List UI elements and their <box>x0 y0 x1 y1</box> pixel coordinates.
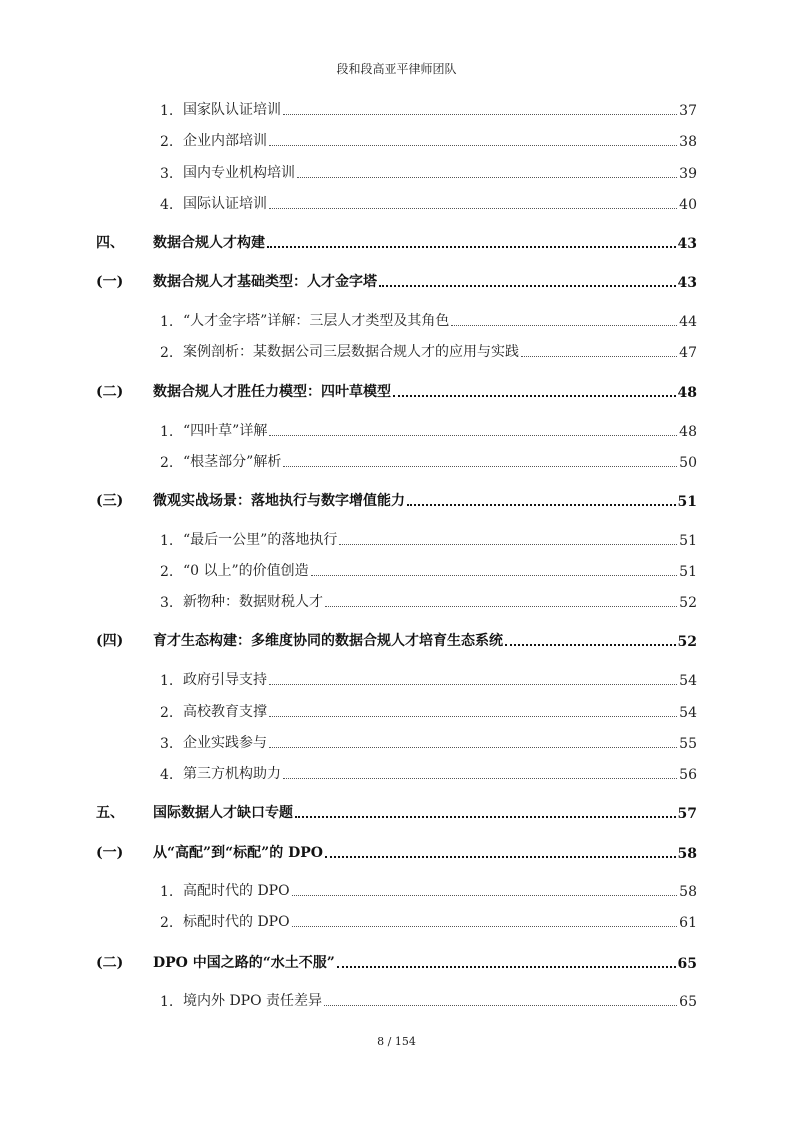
toc-entry-number: 2. <box>160 134 174 150</box>
toc-entry-number: 2. <box>160 705 174 721</box>
dot-leader <box>269 208 677 209</box>
toc-entry-number: (二) <box>96 384 124 400</box>
dot-leader <box>325 606 677 607</box>
toc-entry-title: 数据合规人才胜任力模型：四叶草模型 <box>153 384 391 400</box>
toc-entry-page: 65 <box>679 994 697 1010</box>
toc-entry[interactable] <box>0 339 697 361</box>
toc-entry-page: 48 <box>677 385 697 401</box>
toc-entry-number: 3. <box>160 595 174 611</box>
toc-entry[interactable] <box>0 488 697 510</box>
toc-entry[interactable] <box>0 667 697 689</box>
toc-entry-title: 数据合规人才基础类型：人才金字塔 <box>153 274 377 290</box>
toc-entry-title: 数据合规人才构建 <box>153 235 265 251</box>
toc-entry-title: “0 以上”的价值创造 <box>183 563 309 579</box>
toc-entry-page: 52 <box>679 595 697 611</box>
toc-entry[interactable] <box>0 230 697 252</box>
dot-leader <box>339 544 677 545</box>
toc-entry-number: 2. <box>160 915 174 931</box>
toc-entry-title: 国际认证培训 <box>183 196 267 212</box>
toc-entry-title: “最后一公里”的落地执行 <box>183 532 338 548</box>
toc-entry-page: 38 <box>679 134 697 150</box>
toc-entry-page: 48 <box>679 424 697 440</box>
toc-entry-number: 1. <box>160 533 174 549</box>
toc-entry-title: 新物种：数据财税人才 <box>183 594 323 610</box>
toc-entry-number: 1. <box>160 673 174 689</box>
toc-entry-number: 四、 <box>96 235 124 251</box>
dot-leader <box>267 246 676 248</box>
toc-entry-title: 企业内部培训 <box>183 133 267 149</box>
toc-entry-title: 案例剖析：某数据公司三层数据合规人才的应用与实践 <box>183 344 519 360</box>
dot-leader <box>337 966 676 968</box>
toc-entry[interactable] <box>0 699 697 721</box>
toc-entry-number: (一) <box>96 845 124 861</box>
toc-entry-page: 56 <box>679 767 697 783</box>
toc-entry-title: 从“高配”到“标配”的 DPO <box>153 845 323 861</box>
toc-entry-number: 1. <box>160 994 174 1010</box>
toc-entry[interactable] <box>0 379 697 401</box>
toc-entry[interactable] <box>0 128 697 150</box>
toc-entry-number: 2. <box>160 345 174 361</box>
toc-entry-number: 1. <box>160 103 174 119</box>
toc-entry-title: 企业实践参与 <box>183 735 267 751</box>
toc-entry-title: 第三方机构助力 <box>183 766 281 782</box>
dot-leader <box>521 356 677 357</box>
dot-leader <box>379 285 676 287</box>
toc-entry[interactable] <box>0 628 697 650</box>
toc-entry[interactable] <box>0 840 697 862</box>
toc-entry-page: 37 <box>679 103 697 119</box>
toc-entry-page: 52 <box>677 634 697 650</box>
dot-leader <box>451 325 677 326</box>
dot-leader <box>269 684 677 685</box>
toc-entry[interactable] <box>0 269 697 291</box>
toc-entry-title: 政府引导支持 <box>183 672 267 688</box>
dot-leader <box>297 177 677 178</box>
dot-leader <box>407 504 676 506</box>
toc-entry-page: 47 <box>679 345 697 361</box>
dot-leader <box>324 1005 677 1006</box>
toc-entry-number: 1. <box>160 884 174 900</box>
toc-entry[interactable] <box>0 909 697 931</box>
toc-entry-title: DPO 中国之路的“水土不服” <box>153 955 335 971</box>
toc-entry-number: (一) <box>96 274 124 290</box>
toc-entry-title: “四叶草”详解 <box>183 423 268 439</box>
page-header: 段和段高亚平律师团队 <box>336 62 457 76</box>
toc-entry[interactable] <box>0 950 697 972</box>
toc-entry-number: 五、 <box>96 805 124 821</box>
toc-entry-page: 44 <box>679 314 697 330</box>
toc-entry-page: 57 <box>677 806 697 822</box>
dot-leader <box>283 778 677 779</box>
page-number: 8 / 154 <box>377 1035 416 1048</box>
toc-entry-page: 51 <box>679 533 697 549</box>
toc-entry-number: 2. <box>160 564 174 580</box>
dot-leader <box>393 395 676 397</box>
toc-entry[interactable] <box>0 308 697 330</box>
toc-entry-page: 50 <box>679 455 697 471</box>
toc-entry-page: 65 <box>677 956 697 972</box>
toc-entry[interactable] <box>0 761 697 783</box>
toc-entry-page: 54 <box>679 705 697 721</box>
toc-entry-number: 4. <box>160 197 174 213</box>
toc-entry-title: 国内专业机构培训 <box>183 165 295 181</box>
toc-entry-title: “人才金字塔”详解：三层人才类型及其角色 <box>183 313 450 329</box>
toc-entry-number: 1. <box>160 424 174 440</box>
toc-entry-title: 国际数据人才缺口专题 <box>153 805 293 821</box>
toc-entry[interactable] <box>0 97 697 119</box>
toc-entry-number: (二) <box>96 955 124 971</box>
toc-entry-page: 40 <box>679 197 697 213</box>
dot-leader <box>325 856 676 858</box>
toc-entry-title: 育才生态构建：多维度协同的数据合规人才培育生态系统 <box>153 633 503 649</box>
toc-entry-page: 43 <box>677 236 697 252</box>
dot-leader <box>269 435 677 436</box>
dot-leader <box>292 895 678 896</box>
toc-entry-title: 国家队认证培训 <box>183 102 281 118</box>
dot-leader <box>283 466 677 467</box>
toc-entry-number: (四) <box>96 633 124 649</box>
toc-entry-number: 3. <box>160 736 174 752</box>
toc-entry-number: 3. <box>160 166 174 182</box>
toc-entry-page: 43 <box>677 275 697 291</box>
toc-entry-page: 39 <box>679 166 697 182</box>
toc-entry[interactable] <box>0 730 697 752</box>
toc-entry[interactable] <box>0 800 697 822</box>
dot-leader <box>269 716 677 717</box>
toc-entry-page: 51 <box>679 564 697 580</box>
toc-entry-page: 54 <box>679 673 697 689</box>
toc-entry-title: 高配时代的 DPO <box>183 883 290 899</box>
toc-entry-title: 微观实战场景：落地执行与数字增值能力 <box>153 493 405 509</box>
toc-entry-title: 境内外 DPO 责任差异 <box>183 993 323 1009</box>
toc-entry[interactable] <box>0 589 697 611</box>
toc-entry[interactable] <box>0 160 697 182</box>
toc-entry[interactable] <box>0 418 697 440</box>
toc-entry-page: 61 <box>679 915 697 931</box>
dot-leader <box>311 575 678 576</box>
toc-entry-number: 1. <box>160 314 174 330</box>
toc-entry-page: 58 <box>677 846 697 862</box>
toc-entry-number: 2. <box>160 455 174 471</box>
toc-entry[interactable] <box>0 527 697 549</box>
toc-entry-title: 标配时代的 DPO <box>183 914 290 930</box>
toc-entry-title: “根茎部分”解析 <box>183 454 282 470</box>
dot-leader <box>269 145 677 146</box>
dot-leader <box>505 644 676 646</box>
toc-entry-page: 51 <box>677 494 697 510</box>
toc-entry[interactable] <box>0 558 697 580</box>
toc-entry-page: 58 <box>679 884 697 900</box>
dot-leader <box>295 816 676 818</box>
toc-entry[interactable] <box>0 449 697 471</box>
toc-entry[interactable] <box>0 988 697 1010</box>
dot-leader <box>292 926 678 927</box>
toc-entry[interactable] <box>0 878 697 900</box>
toc-entry-title: 高校教育支撑 <box>183 704 267 720</box>
toc-entry-number: 4. <box>160 767 174 783</box>
dot-leader <box>269 747 677 748</box>
toc-entry[interactable] <box>0 191 697 213</box>
toc-entry-page: 55 <box>679 736 697 752</box>
toc-entry-number: (三) <box>96 493 124 509</box>
dot-leader <box>283 114 677 115</box>
